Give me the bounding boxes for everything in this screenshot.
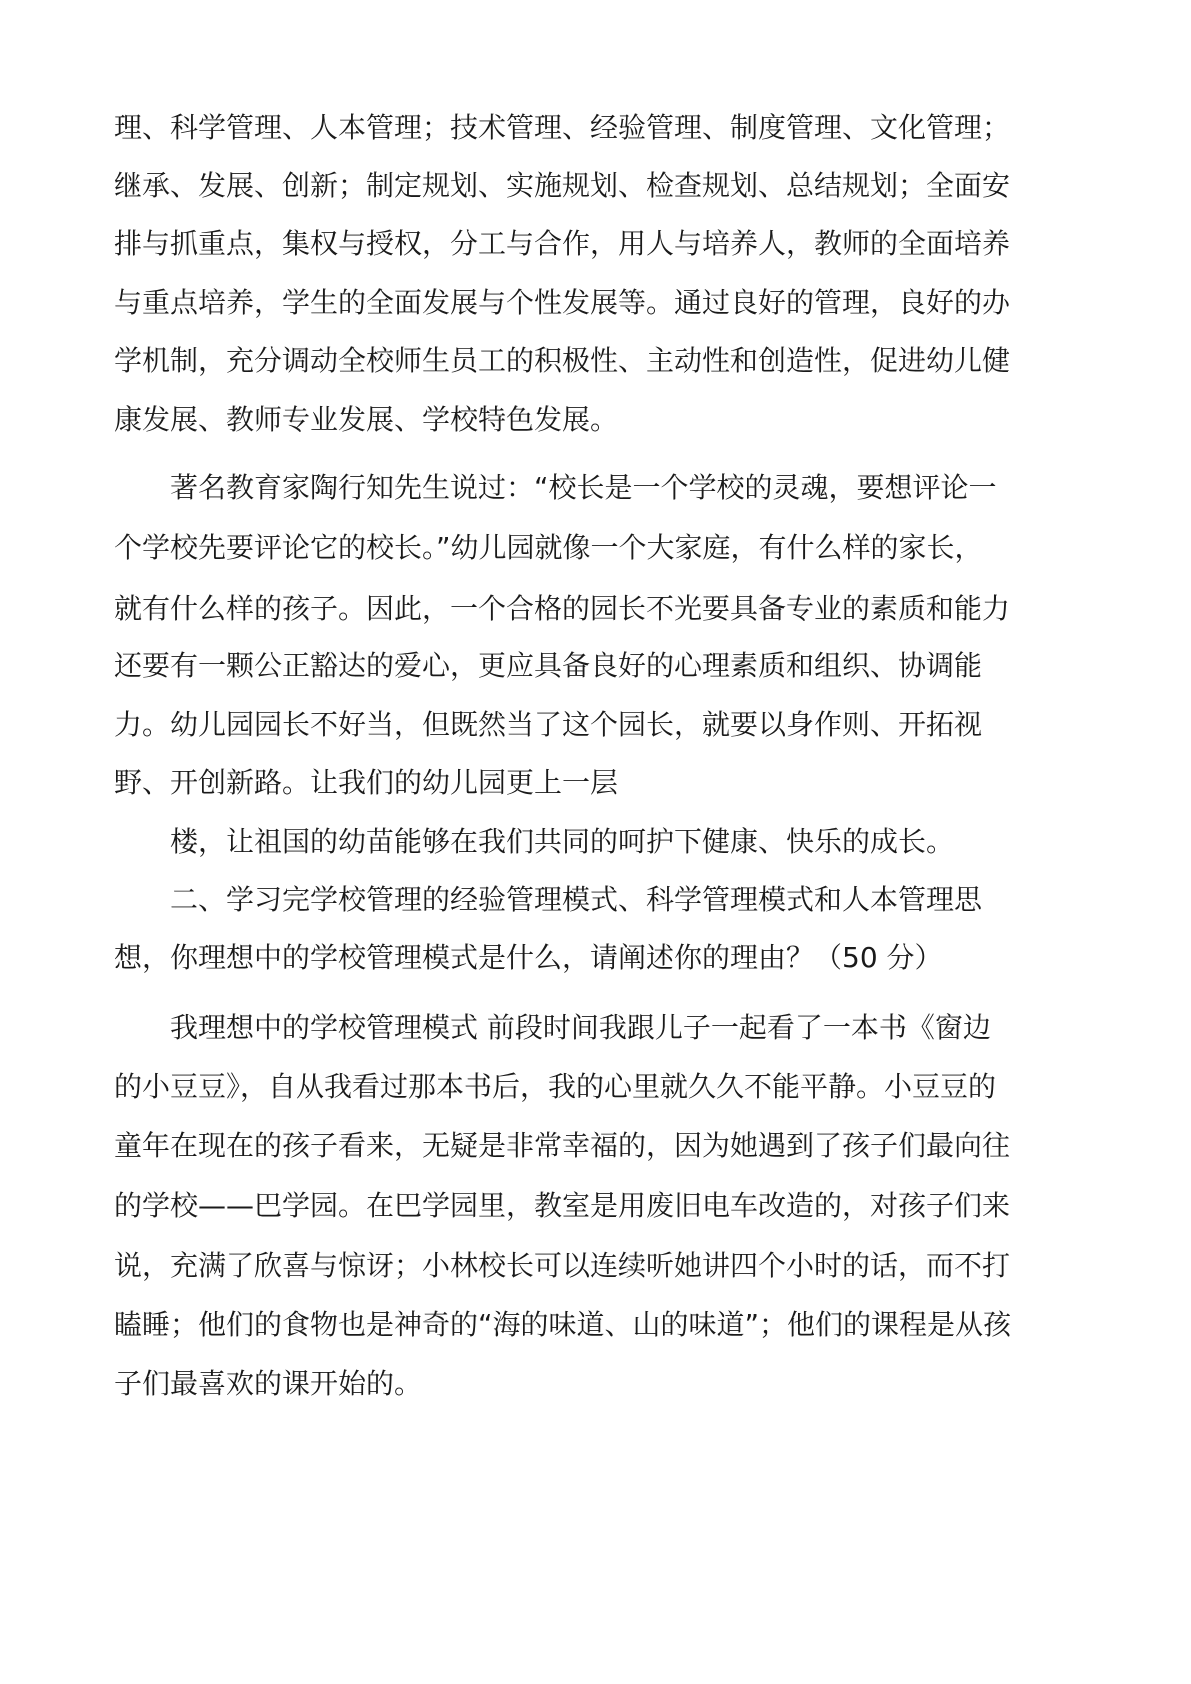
text-line: 学机制，充分调动全校师生员工的积极性、主动性和创造性，促进幼儿健 bbox=[114, 344, 1011, 377]
paragraph-first-line: 我理想中的学校管理模式 前段时间我跟儿子一起看了一本书《窗边 bbox=[170, 1011, 991, 1044]
question-heading-line: 想，你理想中的学校管理模式是什么，请阐述你的理由？（50 分） bbox=[114, 941, 943, 974]
question-heading-line: 二、学习完学校管理的经验管理模式、科学管理模式和人本管理思 bbox=[170, 883, 983, 916]
text-line: 继承、发展、创新；制定规划、实施规划、检查规划、总结规划；全面安 bbox=[114, 169, 1011, 202]
text-line: 的小豆豆》，自从我看过那本书后，我的心里就久久不能平静。小豆豆的 bbox=[114, 1070, 997, 1103]
text-line: 就有什么样的孩子。因此，一个合格的园长不光要具备专业的素质和能力 bbox=[114, 592, 1011, 625]
text-line: 康发展、教师专业发展、学校特色发展。 bbox=[114, 403, 619, 436]
text-line: 理、科学管理、人本管理；技术管理、经验管理、制度管理、文化管理； bbox=[114, 111, 1011, 144]
text-line: 童年在现在的孩子看来，无疑是非常幸福的，因为她遇到了孩子们最向往 bbox=[114, 1129, 1011, 1162]
text-line: 还要有一颗公正豁达的爱心，更应具备良好的心理素质和组织、协调能 bbox=[114, 649, 983, 682]
text-line: 子们最喜欢的课开始的。 bbox=[114, 1367, 423, 1400]
text-line: 野、开创新路。让我们的幼儿园更上一层 bbox=[114, 766, 619, 799]
paragraph-first-line: 著名教育家陶行知先生说过：“校长是一个学校的灵魂，要想评论一 bbox=[170, 471, 997, 504]
text-line: 排与抓重点，集权与授权，分工与合作，用人与培养人，教师的全面培养 bbox=[114, 227, 1011, 260]
text-line: 说，充满了欣喜与惊讶；小林校长可以连续听她讲四个小时的话，而不打 bbox=[114, 1249, 1011, 1282]
text-line: 与重点培养，学生的全面发展与个性发展等。通过良好的管理，良好的办 bbox=[114, 286, 1011, 319]
text-line: 个学校先要评论它的校长。”幼儿园就像一个大家庭，有什么样的家长， bbox=[114, 531, 983, 564]
text-line: 力。幼儿园园长不好当，但既然当了这个园长，就要以身作则、开拓视 bbox=[114, 708, 983, 741]
text-line: 瞌睡；他们的食物也是神奇的“海的味道、山的味道”；他们的课程是从孩 bbox=[114, 1308, 1012, 1341]
text-line: 的学校——巴学园。在巴学园里，教室是用废旧电车改造的，对孩子们来 bbox=[114, 1189, 1011, 1222]
text-line: 楼，让祖国的幼苗能够在我们共同的呵护下健康、快乐的成长。 bbox=[170, 825, 955, 858]
